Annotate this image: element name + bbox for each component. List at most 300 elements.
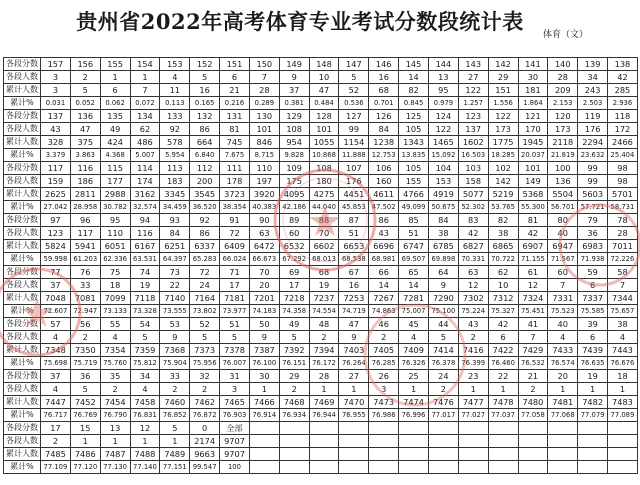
cumulative-cell: 52 (339, 84, 369, 97)
table-row (4, 331, 638, 344)
cumulative-cell: 846 (249, 136, 279, 149)
cumulative-cell: 7281 (399, 292, 429, 305)
count-cell: 30 (518, 71, 548, 84)
row-label: 各段分数 (4, 266, 41, 279)
cumulative-cell: 7337 (578, 292, 608, 305)
percent-cell: 76.717 (41, 409, 71, 422)
score-cell: 57 (41, 318, 71, 331)
cumulative-cell: 7394 (309, 344, 339, 357)
score-cell: 106 (369, 162, 399, 175)
count-cell: 3 (41, 71, 71, 84)
percent-cell: 75.760 (100, 357, 130, 370)
count-cell: 160 (369, 175, 399, 188)
percent-cell: 47.502 (369, 201, 399, 214)
count-cell: 149 (518, 175, 548, 188)
score-cell: 103 (458, 162, 488, 175)
cumulative-cell: 5504 (548, 188, 578, 201)
score-cell: 52 (190, 318, 220, 331)
count-cell: 43 (369, 227, 399, 240)
score-cell: 155 (100, 58, 130, 71)
row-label: 累计% (4, 149, 41, 162)
percent-cell: 76.378 (428, 357, 458, 370)
count-cell (249, 435, 279, 448)
score-cell: 51 (220, 318, 250, 331)
cumulative-cell: 7477 (458, 396, 488, 409)
count-cell: 19 (130, 279, 160, 292)
score-cell: 99 (578, 162, 608, 175)
cumulative-cell: 5368 (518, 188, 548, 201)
cumulative-cell: 6696 (369, 240, 399, 253)
cumulative-cell: 21 (220, 84, 250, 97)
cumulative-cell: 486 (130, 136, 160, 149)
score-cell: 48 (309, 318, 339, 331)
cumulative-cell: 7462 (190, 396, 220, 409)
table-row (4, 136, 638, 149)
count-cell: 180 (309, 175, 339, 188)
cumulative-cell: 1945 (518, 136, 548, 149)
percent-cell: 76.172 (309, 357, 339, 370)
count-cell: 2 (369, 331, 399, 344)
cumulative-cell: 7487 (100, 448, 130, 461)
percent-cell: 0.845 (399, 97, 429, 110)
cumulative-cell: 4451 (339, 188, 369, 201)
count-cell: 153 (428, 175, 458, 188)
percent-cell: 71.155 (518, 253, 548, 266)
cumulative-cell: 1775 (488, 136, 518, 149)
cumulative-cell: 7470 (339, 396, 369, 409)
count-cell: 7 (518, 331, 548, 344)
count-cell: 18 (100, 279, 130, 292)
cumulative-cell: 1602 (458, 136, 488, 149)
cumulative-cell (339, 448, 369, 461)
score-cell: 98 (608, 162, 638, 175)
score-cell: 92 (190, 214, 220, 227)
percent-cell: 52.302 (458, 201, 488, 214)
cumulative-cell: 3723 (220, 188, 250, 201)
row-label: 各段分数 (4, 58, 41, 71)
score-cell: 43 (458, 318, 488, 331)
row-label: 各段人数 (4, 71, 41, 84)
cumulative-cell: 2294 (578, 136, 608, 149)
percent-cell: 11.888 (339, 149, 369, 162)
percent-cell: 32.574 (130, 201, 160, 214)
score-cell: 84 (428, 214, 458, 227)
count-cell: 173 (488, 123, 518, 136)
score-cell: 44 (428, 318, 458, 331)
score-cell: 117 (41, 162, 71, 175)
score-cell: 144 (428, 58, 458, 71)
count-cell: 51 (339, 227, 369, 240)
count-cell: 7 (548, 279, 578, 292)
row-label: 各段人数 (4, 279, 41, 292)
row-label: 累计% (4, 305, 41, 318)
count-cell: 99 (578, 175, 608, 188)
score-cell: 53 (160, 318, 190, 331)
percent-cell: 3.863 (70, 149, 100, 162)
score-cell: 25 (399, 370, 429, 383)
score-cell: 33 (160, 370, 190, 383)
percent-cell (249, 461, 279, 474)
score-cell: 88 (309, 214, 339, 227)
percent-cell: 75.451 (518, 305, 548, 318)
percent-cell: 30.782 (100, 201, 130, 214)
percent-cell: 100 (220, 461, 250, 474)
score-cell: 74 (130, 266, 160, 279)
cumulative-cell: 6 (100, 84, 130, 97)
percent-cell (488, 461, 518, 474)
score-cell: 54 (130, 318, 160, 331)
percent-cell: 67.292 (279, 253, 309, 266)
percent-cell: 0.701 (369, 97, 399, 110)
cumulative-cell: 47 (309, 84, 339, 97)
cumulative-cell: 7201 (249, 292, 279, 305)
score-cell: 34 (130, 370, 160, 383)
score-cell: 41 (518, 318, 548, 331)
cumulative-cell: 7480 (518, 396, 548, 409)
cumulative-cell: 6602 (309, 240, 339, 253)
cumulative-cell: 7140 (160, 292, 190, 305)
row-label: 各段分数 (4, 110, 41, 123)
count-cell: 173 (548, 123, 578, 136)
cumulative-cell: 7118 (130, 292, 160, 305)
score-cell: 147 (339, 58, 369, 71)
percent-cell: 12.753 (369, 149, 399, 162)
cumulative-cell: 7267 (369, 292, 399, 305)
cumulative-cell: 16 (190, 84, 220, 97)
table-row (4, 97, 638, 110)
count-cell: 6 (578, 331, 608, 344)
table-row (4, 396, 638, 409)
score-cell: 37 (41, 370, 71, 383)
percent-cell: 76.934 (279, 409, 309, 422)
percent-cell: 77.130 (100, 461, 130, 474)
table-row (4, 383, 638, 396)
percent-cell: 76.986 (369, 409, 399, 422)
score-cell: 146 (369, 58, 399, 71)
cumulative-cell: 6865 (488, 240, 518, 253)
percent-cell: 76.151 (279, 357, 309, 370)
score-cell: 90 (249, 214, 279, 227)
cumulative-cell: 7011 (608, 240, 638, 253)
score-cell: 28 (309, 370, 339, 383)
count-cell: 27 (458, 71, 488, 84)
row-label: 累计人数 (4, 188, 41, 201)
cumulative-cell: 3920 (249, 188, 279, 201)
score-cell: 5 (160, 422, 190, 435)
count-cell: 20 (249, 279, 279, 292)
score-cell: 12 (130, 422, 160, 435)
count-cell: 12 (518, 279, 548, 292)
percent-cell: 76.852 (160, 409, 190, 422)
score-cell: 21 (518, 370, 548, 383)
percent-cell: 76.007 (220, 357, 250, 370)
cumulative-cell: 7237 (309, 292, 339, 305)
table-row (4, 344, 638, 357)
count-cell (279, 435, 309, 448)
cumulative-cell: 7489 (160, 448, 190, 461)
percent-cell: 76.399 (458, 357, 488, 370)
cumulative-cell: 664 (190, 136, 220, 149)
percent-cell: 75.585 (578, 305, 608, 318)
score-cell: 156 (70, 58, 100, 71)
cumulative-cell: 6983 (578, 240, 608, 253)
percent-cell: 13.835 (399, 149, 429, 162)
score-cell: 143 (458, 58, 488, 71)
cumulative-cell: 4611 (369, 188, 399, 201)
cumulative-cell: 7478 (488, 396, 518, 409)
percent-cell: 59.998 (41, 253, 71, 266)
score-cell: 137 (41, 110, 71, 123)
percent-cell: 61.203 (70, 253, 100, 266)
score-cell (399, 422, 429, 435)
percent-cell: 75.657 (608, 305, 638, 318)
percent-cell: 69.507 (399, 253, 429, 266)
score-cell: 149 (279, 58, 309, 71)
percent-cell: 70.331 (458, 253, 488, 266)
cumulative-cell: 7433 (548, 344, 578, 357)
score-cell: 17 (41, 422, 71, 435)
cumulative-cell: 7387 (249, 344, 279, 357)
score-cell: 152 (190, 58, 220, 71)
percent-cell: 4.368 (100, 149, 130, 162)
count-cell: 176 (578, 123, 608, 136)
percent-cell: 99.547 (190, 461, 220, 474)
percent-cell: 45.853 (339, 201, 369, 214)
cumulative-cell (518, 448, 548, 461)
percent-cell: 75.812 (130, 357, 160, 370)
score-cell: 115 (100, 162, 130, 175)
percent-cell: 65.283 (190, 253, 220, 266)
score-cell (488, 422, 518, 435)
score-cell: 153 (160, 58, 190, 71)
count-cell: 2 (41, 435, 71, 448)
percent-cell: 73.977 (220, 305, 250, 318)
percent-cell: 77.068 (548, 409, 578, 422)
percent-cell: 76.769 (70, 409, 100, 422)
count-cell: 84 (369, 123, 399, 136)
score-cell: 23 (458, 370, 488, 383)
score-cell (518, 422, 548, 435)
score-cell: 49 (279, 318, 309, 331)
row-label: 各段分数 (4, 422, 41, 435)
score-cell: 40 (548, 318, 578, 331)
score-cell: 70 (249, 266, 279, 279)
percent-cell: 55.300 (518, 201, 548, 214)
cumulative-cell: 243 (578, 84, 608, 97)
count-cell: 172 (608, 123, 638, 136)
table-row (4, 435, 638, 448)
row-label: 累计人数 (4, 240, 41, 253)
cumulative-cell: 7348 (41, 344, 71, 357)
count-cell: 1 (130, 71, 160, 84)
score-cell (608, 422, 638, 435)
count-cell: 5 (190, 331, 220, 344)
cumulative-cell (399, 448, 429, 461)
count-cell: 4 (160, 71, 190, 84)
percent-cell: 2.503 (578, 97, 608, 110)
count-cell: 3 (369, 383, 399, 396)
percent-cell: 77.151 (160, 461, 190, 474)
row-label: 各段人数 (4, 383, 41, 396)
score-cell: 19 (578, 370, 608, 383)
score-cell: 78 (608, 214, 638, 227)
cumulative-cell: 4766 (399, 188, 429, 201)
cumulative-cell (249, 448, 279, 461)
cumulative-cell: 7359 (130, 344, 160, 357)
percent-cell: 77.037 (488, 409, 518, 422)
percent-cell: 75.007 (399, 305, 429, 318)
cumulative-cell: 7099 (100, 292, 130, 305)
percent-cell: 2.153 (548, 97, 578, 110)
percent-cell: 75.904 (160, 357, 190, 370)
cumulative-cell: 5603 (578, 188, 608, 201)
percent-cell: 76.460 (488, 357, 518, 370)
percent-cell: 75.523 (548, 305, 578, 318)
percent-cell: 23.632 (578, 149, 608, 162)
percent-cell: 0.113 (160, 97, 190, 110)
cumulative-cell: 7405 (369, 344, 399, 357)
table-row (4, 84, 638, 97)
cumulative-cell: 745 (220, 136, 250, 149)
score-cell: 141 (518, 58, 548, 71)
count-cell: 9 (249, 331, 279, 344)
count-cell: 43 (41, 123, 71, 136)
table-row (4, 318, 638, 331)
percent-cell: 75.100 (428, 305, 458, 318)
percent-cell: 77.058 (518, 409, 548, 422)
cumulative-cell: 1055 (309, 136, 339, 149)
cumulative-cell: 7460 (160, 396, 190, 409)
cumulative-cell: 6747 (399, 240, 429, 253)
cumulative-cell: 1465 (428, 136, 458, 149)
count-cell: 4 (41, 331, 71, 344)
score-cell: 105 (399, 162, 429, 175)
row-label: 累计人数 (4, 344, 41, 357)
count-cell: 63 (249, 227, 279, 240)
cumulative-cell: 2118 (548, 136, 578, 149)
percent-cell: 73.328 (130, 305, 160, 318)
score-cell: 97 (41, 214, 71, 227)
cumulative-cell: 3162 (130, 188, 160, 201)
count-cell: 7 (608, 279, 638, 292)
score-cell: 96 (70, 214, 100, 227)
cumulative-cell: 7378 (220, 344, 250, 357)
count-cell: 116 (130, 227, 160, 240)
count-cell: 175 (279, 175, 309, 188)
percent-cell: 15.092 (428, 149, 458, 162)
count-cell: 10 (309, 71, 339, 84)
cumulative-cell: 5941 (70, 240, 100, 253)
score-cell (578, 422, 608, 435)
percent-cell: 0.381 (279, 97, 309, 110)
row-label: 累计人数 (4, 448, 41, 461)
cumulative-cell: 3545 (190, 188, 220, 201)
count-cell: 12 (458, 279, 488, 292)
count-cell: 62 (130, 123, 160, 136)
cumulative-cell: 2811 (70, 188, 100, 201)
cumulative-cell: 7312 (488, 292, 518, 305)
cumulative-cell: 7452 (70, 396, 100, 409)
cumulative-cell: 7474 (399, 396, 429, 409)
count-cell: 6 (578, 279, 608, 292)
percent-cell (518, 461, 548, 474)
count-cell: 5 (428, 331, 458, 344)
percent-cell: 1.556 (488, 97, 518, 110)
percent-cell: 77.027 (458, 409, 488, 422)
cumulative-cell: 7354 (100, 344, 130, 357)
table-row (4, 123, 638, 136)
percent-cell: 76.955 (339, 409, 369, 422)
score-cell: 131 (220, 110, 250, 123)
count-cell: 86 (190, 123, 220, 136)
cumulative-cell: 7392 (279, 344, 309, 357)
score-cell (428, 422, 458, 435)
cumulative-cell: 6472 (249, 240, 279, 253)
count-cell (518, 435, 548, 448)
score-cell: 20 (548, 370, 578, 383)
score-cell: 151 (220, 58, 250, 71)
cumulative-cell (279, 448, 309, 461)
table-row (4, 370, 638, 383)
score-cell: 109 (279, 162, 309, 175)
percent-cell: 56.701 (548, 201, 578, 214)
cumulative-cell: 7409 (399, 344, 429, 357)
count-cell: 1 (458, 383, 488, 396)
score-cell: 132 (190, 110, 220, 123)
cumulative-cell: 7454 (100, 396, 130, 409)
percent-cell: 76.532 (518, 357, 548, 370)
count-cell: 1 (339, 383, 369, 396)
cumulative-cell (608, 448, 638, 461)
count-cell: 72 (220, 227, 250, 240)
count-cell: 36 (578, 227, 608, 240)
cumulative-cell: 5701 (608, 188, 638, 201)
percent-cell: 20.037 (518, 149, 548, 162)
cumulative-cell: 7302 (458, 292, 488, 305)
percent-cell: 77.017 (428, 409, 458, 422)
score-cell: 125 (399, 110, 429, 123)
count-cell: 1 (130, 435, 160, 448)
percent-cell: 9.828 (279, 149, 309, 162)
count-cell: 2 (309, 331, 339, 344)
cumulative-cell: 7368 (160, 344, 190, 357)
row-label: 累计人数 (4, 396, 41, 409)
percent-cell: 76.831 (130, 409, 160, 422)
row-label: 累计% (4, 409, 41, 422)
score-cell: 0 (190, 422, 220, 435)
table-row (4, 188, 638, 201)
score-cell: 123 (458, 110, 488, 123)
score-cell: 61 (518, 266, 548, 279)
table-row (4, 71, 638, 84)
count-cell: 5 (130, 331, 160, 344)
percent-cell: 76.676 (608, 357, 638, 370)
score-cell: 67 (339, 266, 369, 279)
score-cell (458, 422, 488, 435)
cumulative-cell (458, 448, 488, 461)
cumulative-cell: 7429 (518, 344, 548, 357)
count-cell: 60 (279, 227, 309, 240)
score-cell: 107 (339, 162, 369, 175)
count-cell: 1 (160, 435, 190, 448)
cumulative-cell: 7476 (428, 396, 458, 409)
cumulative-cell: 6337 (190, 240, 220, 253)
cumulative-cell (428, 448, 458, 461)
count-cell: 51 (399, 227, 429, 240)
count-cell: 17 (279, 279, 309, 292)
count-cell: 158 (458, 175, 488, 188)
count-cell: 200 (190, 175, 220, 188)
